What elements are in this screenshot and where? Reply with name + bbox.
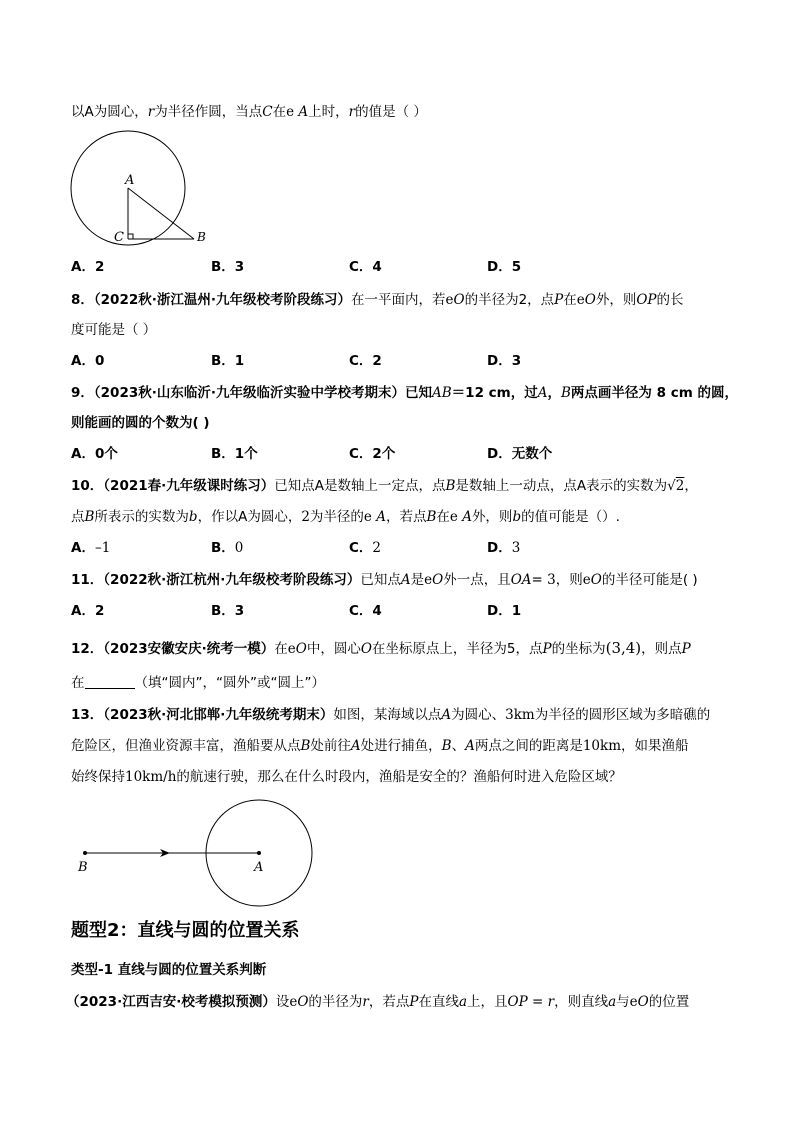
text: 为半径作圆，当点 [154, 104, 263, 120]
option-c[interactable]: C．4 [349, 603, 382, 619]
text: 的值是（ ） [355, 104, 427, 120]
question-source: （2022秋·浙江温州·九年级校考阶段练习） [93, 292, 351, 308]
option-d[interactable]: D．5 [487, 259, 522, 275]
circle-symbol: e [424, 572, 433, 588]
question-number: 8． [71, 292, 94, 308]
option-a[interactable]: A．0个 [71, 446, 118, 462]
option-b[interactable]: B．0 [211, 540, 244, 556]
q13-stem-line3: 始终保持10km/h的航速行驶，那么在什么时段内，渔船是安全的？渔船何时进入危险区域？ [71, 769, 622, 785]
option-d[interactable]: D．1 [487, 603, 522, 619]
question-number: 10． [71, 478, 104, 494]
q9-stem-line2: 则能画的圆的个数为( ) [71, 415, 210, 431]
option-b[interactable]: B．3 [211, 603, 245, 619]
q10-stem: 10．（2021春·九年级课时练习）已知点A是数轴上一定点，点B是数轴上一动点，点A表示的实数为√2， [71, 478, 698, 494]
circle-symbol: e [287, 641, 296, 657]
point-a [257, 851, 261, 855]
text: 上时， [308, 104, 349, 120]
text: 在 [272, 104, 287, 120]
answer-blank[interactable] [85, 674, 135, 689]
question-source: （2023秋·山东临沂·九年级临沂实验中学校考期末） [93, 385, 405, 401]
label-c: C [114, 230, 124, 245]
q8-stem: 8．（2022秋·浙江温州·九年级校考阶段练习）在一平面内，若eO的半径为2，点P在eO外，则OP的长 [71, 292, 684, 308]
q11-stem: 11．（2022秋·浙江杭州·九年级校考阶段练习）已知点A是eO外一点，且OA= 3，则eO的半径可能是( ) [71, 572, 698, 588]
option-b[interactable]: B．1个 [211, 446, 258, 462]
label-b: B [78, 860, 88, 875]
circle-symbol: e [582, 572, 591, 588]
option-b[interactable]: B．3 [211, 259, 245, 275]
figure-circle-triangle [66, 128, 206, 248]
var-c: C [262, 104, 273, 120]
var-r: r [348, 104, 356, 120]
option-c[interactable]: C．2 [349, 353, 382, 369]
circle-symbol: e [576, 292, 585, 308]
option-a[interactable]: A．–1 [71, 540, 111, 556]
q9-stem: 9．（2023秋·山东临沂·九年级临沂实验中学校考期末）已知AB＝12 cm，过A，B两点画半径为 8 cm 的圆， [71, 385, 738, 401]
option-b[interactable]: B．1 [211, 353, 245, 369]
sqrt-symbol: √2 [667, 478, 685, 494]
circle-symbol: e [449, 509, 458, 525]
question-number: 9． [71, 385, 94, 401]
q13-stem: 13．（2023秋·河北邯郸·九年级统考期末）如图，某海域以点A为圆心、3km为半径的圆形区域为多暗礁的 [71, 707, 711, 723]
right-angle-mark [128, 234, 133, 239]
figure-ship-route [74, 800, 324, 885]
q13-stem-line2: 危险区，但渔业资源丰富，渔船要从点B处前往A处进行捕鱼，B、A两点之间的距离是10km，如果渔船 [71, 738, 689, 754]
option-c[interactable]: C．2个 [349, 446, 396, 462]
q7-stem [71, 102, 738, 122]
circle-symbol: e [289, 994, 298, 1010]
option-d[interactable]: D．无数个 [487, 446, 553, 462]
q12-stem-line2: 在 （填“圆内”，“圆外”或“圆上”） [71, 675, 325, 691]
option-d[interactable]: D．3 [487, 353, 522, 369]
question-source: （2023安徽安庆·统考一模） [103, 641, 275, 657]
question-source: （2021春·九年级课时练习） [103, 478, 275, 494]
q12-stem: 12．（2023安徽安庆·统考一模）在eO中，圆心O在坐标原点上，半径为5，点P的坐标为(3,4)，则点P [71, 639, 691, 657]
point-b [83, 851, 87, 855]
text: 以A为圆心， [71, 104, 148, 120]
last-question-stem: （2023·江西吉安·校考模拟预测）设eO的半径为r，若点P在直线a上，且OP = r，则直线a与eO的位置 [66, 994, 690, 1010]
q10-stem-line2: 点B所表示的实数为b，作以A为圆心，2为半径的e A，若点B在e A外，则b的值可能是（）. [71, 509, 620, 525]
option-a[interactable]: A．2 [71, 259, 105, 275]
label-a: A [125, 173, 135, 188]
question-number: 13． [71, 707, 104, 723]
section-subtitle: 类型-1 直线与圆的位置关系判断 [71, 962, 267, 978]
option-a[interactable]: A．0 [71, 353, 105, 369]
question-source: （2022秋·浙江杭州·九年级校考阶段练习） [103, 572, 361, 588]
question-number: 12． [71, 641, 104, 657]
section-title: 题型2：直线与圆的位置关系 [71, 920, 300, 941]
var-r: r [147, 104, 155, 120]
question-source: （2023秋·河北邯郸·九年级统考期末） [103, 707, 334, 723]
var-a: A [298, 104, 309, 120]
question-number: 11． [71, 572, 104, 588]
label-a: A [254, 860, 264, 875]
circle-symbol: e [363, 509, 372, 525]
q8-stem-line2: 度可能是（ ） [71, 322, 157, 338]
circle-symbol: e [445, 292, 454, 308]
label-b: B [197, 230, 206, 244]
option-c[interactable]: C．2 [349, 540, 382, 556]
option-a[interactable]: A．2 [71, 603, 105, 619]
question-source: （2023·江西吉安·校考模拟预测） [66, 994, 276, 1010]
circle-symbol: e [286, 104, 295, 120]
circle-symbol: e [629, 994, 638, 1010]
option-d[interactable]: D．3 [487, 540, 521, 556]
option-c[interactable]: C．4 [349, 259, 382, 275]
